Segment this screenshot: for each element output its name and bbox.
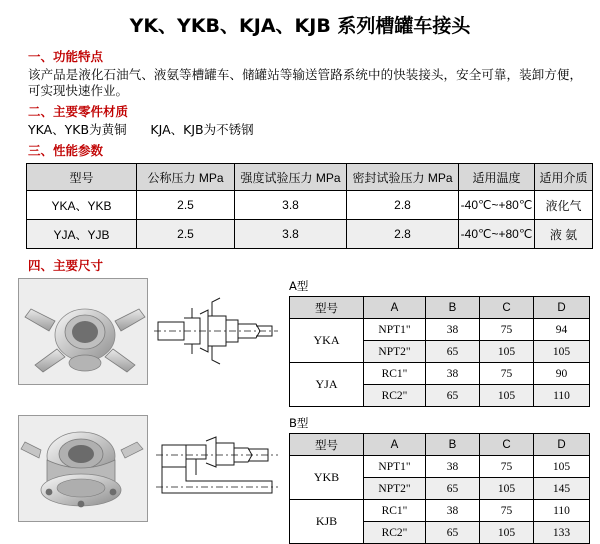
perf-cell: 液 氨 [535, 220, 593, 249]
dim-b-header-cell: A [364, 434, 426, 456]
dim-a-cell: 90 [534, 363, 590, 385]
drawing-type-b [152, 415, 280, 520]
dim-b-cell: NPT2" [364, 478, 426, 500]
dimension-figures [10, 278, 590, 544]
dim-a-cell: 65 [426, 385, 480, 407]
dim-b-cell: RC2" [364, 522, 426, 544]
dim-b-cell: RC1" [364, 500, 426, 522]
table-row [290, 456, 590, 478]
figure-row-a [10, 278, 590, 407]
dim-b-header-cell: C [480, 434, 534, 456]
perf-header-cell: 适用温度 [459, 164, 535, 191]
section-2-body: YKA、YKB为黄铜 KJA、KJB为不锈钢 [28, 122, 254, 137]
section-3-heading: 三、性能参数 [28, 143, 104, 158]
table-a-label: A型 [289, 279, 309, 293]
perf-header-cell: 型号 [27, 164, 137, 191]
perf-cell: YJA、YJB [27, 220, 137, 249]
dim-a-cell: 38 [426, 319, 480, 341]
perf-cell: 3.8 [235, 220, 347, 249]
dim-a-cell: 75 [480, 319, 534, 341]
dim-a-cell: RC2" [364, 385, 426, 407]
table-b-label: B型 [289, 416, 309, 430]
perf-header-cell: 强度试验压力 MPa [235, 164, 347, 191]
photo-type-a [18, 278, 148, 385]
dim-a-header-cell: C [480, 297, 534, 319]
table-row [290, 319, 590, 341]
section-1-heading: 一、功能特点 [28, 49, 104, 64]
dim-a-cell: 105 [480, 341, 534, 363]
perf-cell: 2.5 [137, 191, 235, 220]
dim-a-cell: 75 [480, 363, 534, 385]
dim-b-cell: 38 [426, 456, 480, 478]
dim-b-model: KJB [290, 500, 364, 544]
perf-header-cell: 密封试验压力 MPa [347, 164, 459, 191]
dim-b-cell: 75 [480, 500, 534, 522]
perf-cell: 3.8 [235, 191, 347, 220]
dim-b-cell: 145 [534, 478, 590, 500]
dim-b-cell: 105 [480, 478, 534, 500]
dim-a-header-cell: 型号 [290, 297, 364, 319]
table-header-row [290, 297, 590, 319]
dim-a-header-cell: A [364, 297, 426, 319]
dim-b-cell: 133 [534, 522, 590, 544]
table-b-wrap [289, 415, 590, 544]
table-row [290, 500, 590, 522]
dim-a-cell: NPT1" [364, 319, 426, 341]
table-row [27, 191, 593, 220]
dim-b-cell: 75 [480, 456, 534, 478]
dim-b-cell: 105 [534, 456, 590, 478]
dim-b-cell: NPT1" [364, 456, 426, 478]
dim-b-cell: 105 [480, 522, 534, 544]
perf-header-cell: 公称压力 MPa [137, 164, 235, 191]
perf-header-cell: 适用介质 [535, 164, 593, 191]
perf-cell: YKA、YKB [27, 191, 137, 220]
dim-a-cell: 65 [426, 341, 480, 363]
dim-b-header-cell: D [534, 434, 590, 456]
table-header-row [27, 164, 593, 191]
dim-b-header-cell: B [426, 434, 480, 456]
dim-a-cell: 38 [426, 363, 480, 385]
perf-cell: 2.5 [137, 220, 235, 249]
performance-table [26, 163, 593, 249]
drawing-type-a [152, 278, 280, 383]
table-row [27, 220, 593, 249]
section-2-heading: 二、主要零件材质 [28, 104, 129, 119]
perf-cell: 液化气 [535, 191, 593, 220]
perf-cell: 2.8 [347, 220, 459, 249]
table-header-row [290, 434, 590, 456]
dim-a-cell: 105 [534, 341, 590, 363]
dim-a-cell: 105 [480, 385, 534, 407]
dim-a-cell: NPT2" [364, 341, 426, 363]
dim-b-cell: 110 [534, 500, 590, 522]
dim-a-header-cell: D [534, 297, 590, 319]
table-row [290, 363, 590, 385]
figure-row-b [10, 415, 590, 544]
photo-type-b [18, 415, 148, 522]
dimension-table-a [289, 296, 590, 407]
dim-a-cell: 110 [534, 385, 590, 407]
dim-a-cell: RC1" [364, 363, 426, 385]
dim-b-cell: 65 [426, 522, 480, 544]
section-4-heading: 四、主要尺寸 [28, 258, 104, 273]
page-title: YK、YKB、KJA、KJB 系列槽罐车接头 [129, 15, 471, 37]
dimension-table-b [289, 433, 590, 544]
perf-cell: -40℃~+80℃ [459, 191, 535, 220]
dim-a-model: YKA [290, 319, 364, 363]
dim-b-cell: 65 [426, 478, 480, 500]
dim-a-model: YJA [290, 363, 364, 407]
dim-b-model: YKB [290, 456, 364, 500]
table-a-wrap [289, 278, 590, 407]
section-1-body: 该产品是液化石油气、液氨等槽罐车、储罐站等输送管路系统中的快装接头，安全可靠，装卸方便，可实现快速作业。 [28, 67, 582, 98]
dim-b-header-cell: 型号 [290, 434, 364, 456]
perf-cell: -40℃~+80℃ [459, 220, 535, 249]
dim-a-cell: 94 [534, 319, 590, 341]
perf-cell: 2.8 [347, 191, 459, 220]
dim-a-header-cell: B [426, 297, 480, 319]
dim-b-cell: 38 [426, 500, 480, 522]
